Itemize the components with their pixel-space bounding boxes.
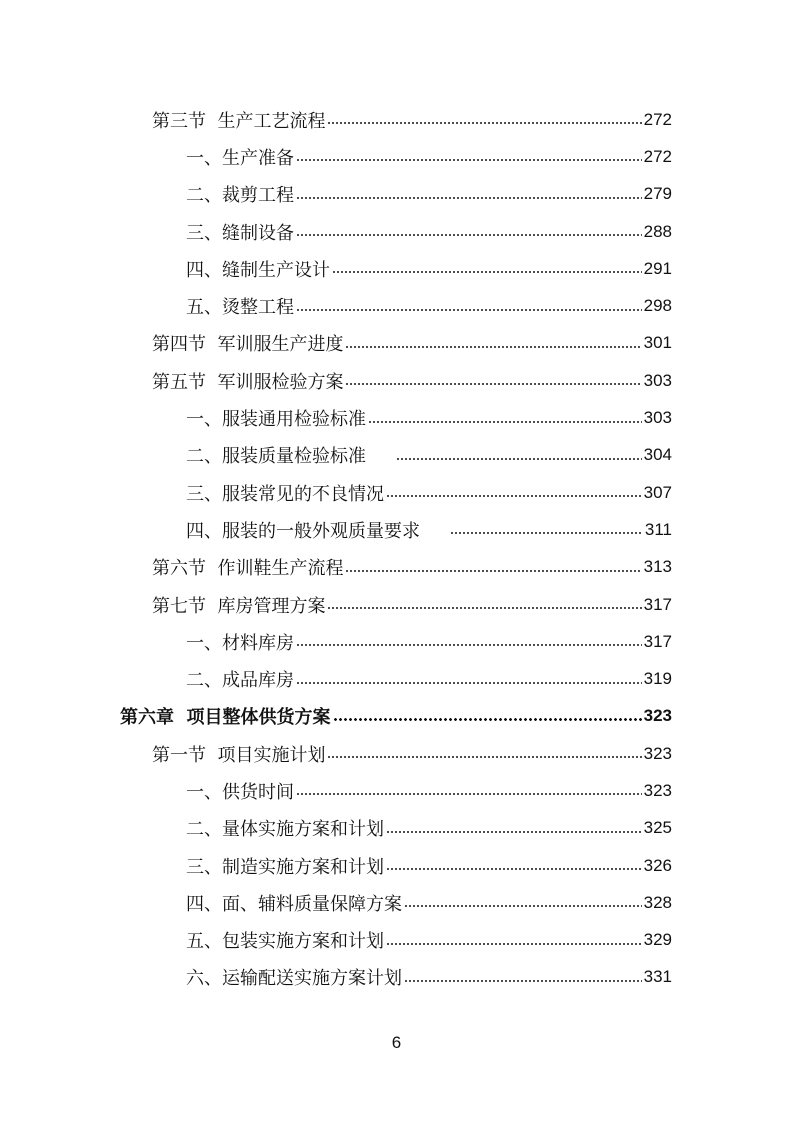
toc-entry-chapter[interactable] <box>0 698 793 735</box>
toc-dot-leader <box>327 596 641 614</box>
toc-dot-leader <box>296 633 642 651</box>
toc-entry-section[interactable] <box>0 101 793 138</box>
toc-dot-leader <box>345 334 641 352</box>
toc-dot-leader <box>404 968 642 986</box>
toc-entry-page-number: 326 <box>643 855 672 875</box>
toc-entry-page-number: 328 <box>643 892 672 912</box>
toc-entry-item[interactable] <box>0 884 793 921</box>
toc-dot-leader <box>345 558 641 576</box>
toc-dot-leader <box>327 745 641 763</box>
toc-dot-leader <box>296 223 642 241</box>
toc-entry-item[interactable] <box>0 959 793 996</box>
toc-dot-leader <box>345 372 641 390</box>
toc-entry-page-number: 279 <box>643 184 672 204</box>
toc-dot-leader <box>450 521 643 539</box>
toc-entry-title: 二、裁剪工程 <box>186 185 294 207</box>
toc-dot-leader <box>296 782 642 800</box>
toc-entry-title: 第六节 作训鞋生产流程 <box>152 558 344 580</box>
toc-entry-section[interactable] <box>0 325 793 362</box>
toc-entry-title: 一、材料库房 <box>186 632 294 654</box>
toc-entry-page-number: 288 <box>643 221 672 241</box>
toc-dot-leader <box>296 148 642 166</box>
toc-entry-page-number: 317 <box>643 594 672 614</box>
toc-entry-title: 二、成品库房 <box>186 670 294 692</box>
toc-entry-title: 三、缝制设备 <box>186 222 294 244</box>
toc-dot-leader <box>386 931 642 949</box>
toc-entry-page-number: 307 <box>643 482 672 502</box>
toc-dot-leader <box>327 111 641 129</box>
toc-entry-title: 四、面、辅料质量保障方案 <box>186 893 402 915</box>
toc-entry-title: 五、烫整工程 <box>186 297 294 319</box>
toc-entry-title: 三、服装常见的不良情况 <box>186 483 384 505</box>
toc-entry-page-number: 317 <box>643 631 672 651</box>
toc-entry-item[interactable] <box>0 399 793 436</box>
toc-entry-item[interactable] <box>0 772 793 809</box>
toc-entry-title: 一、服装通用检验标准 <box>186 409 366 431</box>
toc-entry-item[interactable] <box>0 623 793 660</box>
toc-entry-title: 一、供货时间 <box>186 781 294 803</box>
toc-entry-title: 六、运输配送实施方案计划 <box>186 968 402 990</box>
toc-entry-page-number: 331 <box>643 967 672 987</box>
toc-entry-page-number: 303 <box>643 408 672 428</box>
toc-entry-title: 三、制造实施方案和计划 <box>186 856 384 878</box>
toc-entry-page-number: 311 <box>644 519 672 539</box>
toc-entry-section[interactable] <box>0 549 793 586</box>
toc-entry-item[interactable] <box>0 138 793 175</box>
table-of-contents <box>0 101 793 996</box>
toc-entry-page-number: 323 <box>643 780 672 800</box>
toc-entry-page-number: 319 <box>643 669 672 689</box>
toc-entry-title: 四、服装的一般外观质量要求 <box>186 520 420 542</box>
toc-entry-title: 五、包装实施方案和计划 <box>186 931 384 953</box>
toc-entry-item[interactable] <box>0 250 793 287</box>
toc-entry-section[interactable] <box>0 586 793 623</box>
toc-entry-title: 二、量体实施方案和计划 <box>186 819 384 841</box>
toc-dot-leader <box>333 707 642 725</box>
toc-entry-page-number: 304 <box>643 445 672 465</box>
toc-entry-page-number: 298 <box>643 296 672 316</box>
toc-entry-page-number: 323 <box>643 706 672 726</box>
toc-entry-page-number: 272 <box>643 109 672 129</box>
toc-dot-leader <box>404 894 642 912</box>
toc-dot-leader <box>368 409 642 427</box>
toc-entry-section[interactable] <box>0 362 793 399</box>
page-number: 6 <box>391 1033 402 1052</box>
toc-entry-title: 四、缝制生产设计 <box>186 259 330 281</box>
toc-dot-leader <box>396 446 642 464</box>
toc-entry-section[interactable] <box>0 735 793 772</box>
toc-entry-item[interactable] <box>0 847 793 884</box>
toc-entry-title: 第七节 库房管理方案 <box>152 595 326 617</box>
toc-entry-item[interactable] <box>0 810 793 847</box>
toc-entry-page-number: 291 <box>643 258 672 278</box>
toc-entry-page-number: 272 <box>643 146 672 166</box>
toc-entry-item[interactable] <box>0 511 793 548</box>
toc-entry-title: 一、生产准备 <box>186 147 294 169</box>
toc-dot-leader <box>386 857 642 875</box>
toc-dot-leader <box>386 819 642 837</box>
toc-entry-item[interactable] <box>0 474 793 511</box>
toc-entry-title: 第一节 项目实施计划 <box>152 744 326 766</box>
toc-entry-page-number: 313 <box>643 557 672 577</box>
toc-entry-page-number: 329 <box>643 930 672 950</box>
toc-entry-item[interactable] <box>0 287 793 324</box>
toc-entry-page-number: 325 <box>643 818 672 838</box>
toc-dot-leader <box>332 260 642 278</box>
toc-entry-item[interactable] <box>0 176 793 213</box>
toc-entry-title: 第三节 生产工艺流程 <box>152 110 326 132</box>
toc-entry-title: 第五节 军训服检验方案 <box>152 371 344 393</box>
toc-dot-leader <box>296 670 642 688</box>
toc-entry-title: 第六章 项目整体供货方案 <box>120 707 331 729</box>
toc-entry-page-number: 301 <box>643 333 672 353</box>
toc-entry-item[interactable] <box>0 213 793 250</box>
toc-dot-leader <box>296 297 642 315</box>
toc-entry-page-number: 323 <box>643 743 672 763</box>
toc-entry-title: 二、服装质量检验标准 <box>186 446 366 468</box>
toc-dot-leader <box>386 484 642 502</box>
toc-entry-page-number: 303 <box>643 370 672 390</box>
toc-entry-item[interactable] <box>0 922 793 959</box>
toc-entry-item[interactable] <box>0 437 793 474</box>
toc-entry-item[interactable] <box>0 660 793 697</box>
toc-entry-title: 第四节 军训服生产进度 <box>152 334 344 356</box>
toc-dot-leader <box>296 185 642 203</box>
